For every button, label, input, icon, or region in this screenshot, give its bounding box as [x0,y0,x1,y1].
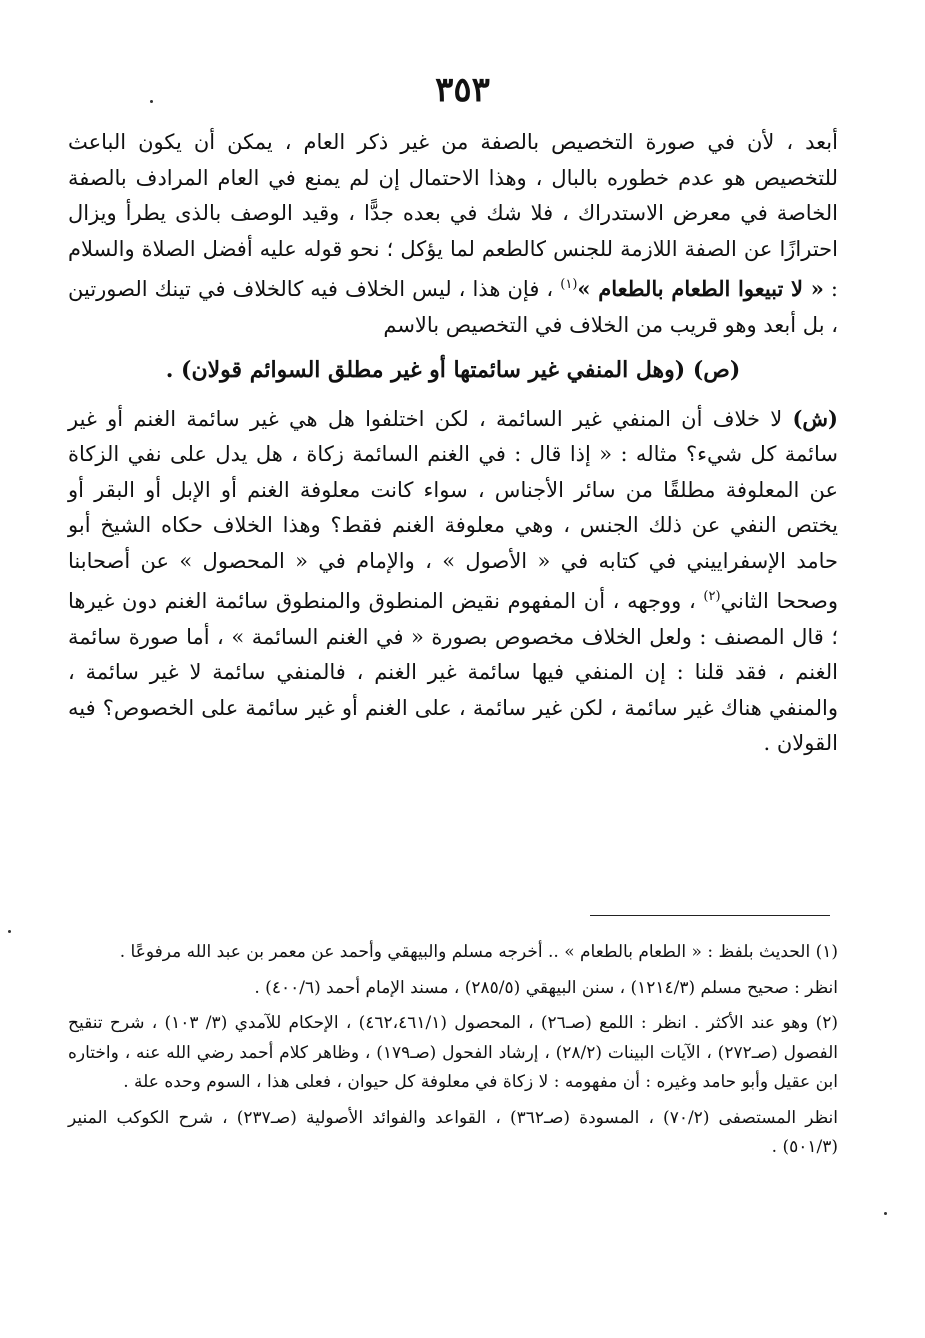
scan-speck [8,930,11,933]
scan-speck [884,1212,887,1215]
paragraph-1-continuation: ، فإن هذا ، ليس الخلاف فيه كالخلاف في تينك الصورتين ، بل أبعد وهو قريب من الخلاف في التخصيص بالاسم [68,277,838,337]
footnote-2: (٢) وهو عند الأكثر . انظر : اللمع (صـ٢٦) ، المحصول (٤٦٢،٤٦١/١) ، الإحكام للآمدي (٣/ ١٠٣) ، شرح تنقيح الفصول (صـ٢٧٢) ، الآيات البينات (٢٨/٢) ، إرشاد الفحول (صـ١٧٩) ، وظاهر كلام أحمد رضي الله عنه ، واختاره ابن عقيل وأبو حامد وغيره : أن مفهومه : لا زكاة في معلوفة كل حيوان ، فعلى هذا ، السوم وحده علة . [68,1013,838,1092]
footnote-1-sources: انظر : صحيح مسلم (١٢١٤/٣) ، سنن البيهقي (٢٨٥/٥) ، مسند الإمام أحمد (٤٠٠/٦) . [254,977,838,998]
page-number: ٣٥٣ [435,70,490,110]
scan-speck [150,100,153,103]
footnote-divider [590,915,830,916]
paragraph-2-continuation: ، ووجهه ، أن المفهوم نقيض المنطوق والمنطوق سائمة الغنم دون غيرها ؛ قال المصنف : ولعل الخلاف مخصوص بصورة « في الغنم السائمة » ، أما صورة سائمة الغنم ، فقد قلنا : إن المنفي فيها سائمة غير الغنم ، فالمنفي سائمة لا غير سائمة ، والمنفي هناك غير سائمة ، لكن غير سائمة ، على الغنم أو غير سائمة على الخصوص؟ فيه القولان . [68,589,838,755]
footnote-ref-2[interactable]: (٢) [703,589,721,604]
footnote-ref-1[interactable]: (١) [560,277,578,292]
paragraph-2 [68,401,838,762]
section-heading: (ص) (وهل المنفي غير سائمتها أو غير مطلق السوائم قولان) . [165,357,741,383]
paragraph-2-text: لا خلاف أن المنفي غير السائمة ، لكن اختلفوا هل هي غير سائمة الغنم أو غير سائمة كل شيء؟ مثاله : « إذا قال : في الغنم السائمة زكاة ، هل يدل على نفي الزكاة عن المعلوفة مطلقًا من سائر الأجناس ، سواء كانت معلوفة الغنم أو الإبل أو البقر أو يختص النفي عن ذلك الجنس ، وهي معلوفة الغنم فقط؟ وهذا الخلاف حكاه الشيخ أبو حامد الإسفراييني في كتابه في « الأصول » ، والإمام في « المحصول » عن أصحابنا وصححا الثاني [68,406,838,613]
footnote-1: (١) الحديث بلفظ : « الطعام بالطعام » .. أخرجه مسلم والبيهقي وأحمد عن معمر بن عبد الله مرفوعًا . [119,942,838,962]
main-text [68,125,838,762]
footnote-2-sources: انظر المستصفى (٧٠/٢) ، المسودة (صـ٣٦٢) ، القواعد والفوائد الأصولية (صـ٢٣٧) ، شرح الكوكب المنير (٥٠١/٣) . [68,1107,838,1157]
commentary-mark: (ش) [792,405,838,431]
paragraph-1 [68,125,838,343]
paragraph-1-text: أبعد ، لأن في صورة التخصيص بالصفة من غير ذكر العام ، يمكن أن يكون الباعث للتخصيص هو عدم خطوره بالبال ، وهذا الاحتمال إن لم يمنع في العام المرادف بالصفة الخاصة في معرض الاستدراك ، فلا شك في بعده جدًّا ، وقيد الوصف بالذى يطرأ ويزال احترازًا عن الصفة اللازمة للجنس كالطعم لما يؤكل ؛ نحو قوله عليه أفضل الصلاة والسلام : [68,130,838,301]
footnotes [68,938,838,1169]
hadith-quote: « لا تبيعوا الطعام بالطعام » [577,276,824,301]
